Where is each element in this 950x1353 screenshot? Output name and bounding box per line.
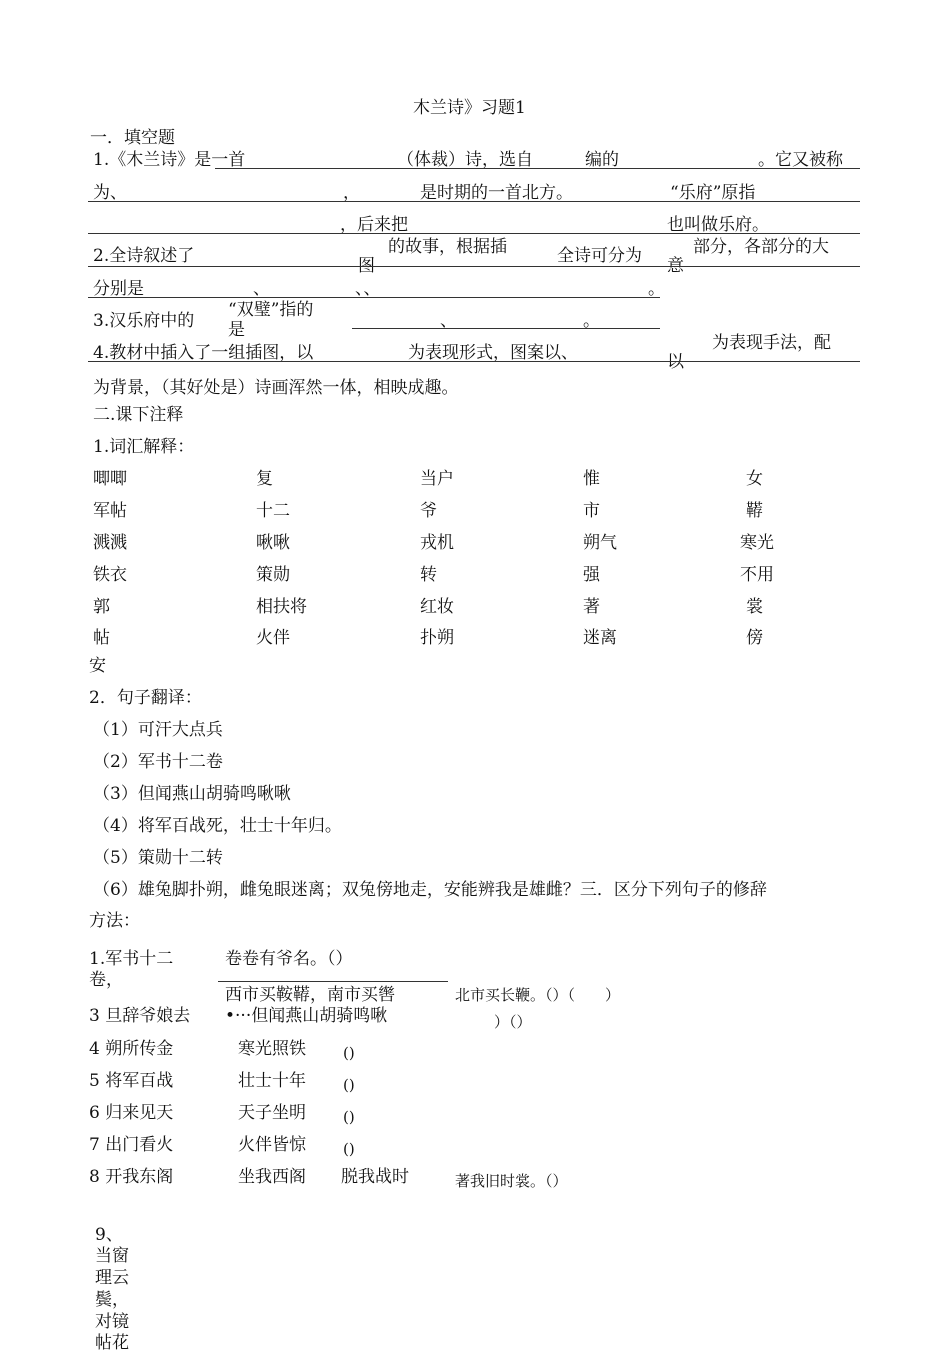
- q4-text-c: 以: [667, 352, 684, 372]
- q2-text-c: 图: [358, 256, 375, 276]
- sentence-item: （5）策勋十二转: [93, 848, 223, 868]
- q1-answer-line-2: [88, 201, 860, 202]
- rhetoric-6b: 天子坐明: [238, 1103, 306, 1123]
- vocab-item: 裳: [746, 597, 763, 617]
- vocab-item: 惟: [583, 469, 600, 489]
- q2-text-b: 的故事，根据插: [388, 237, 507, 257]
- rhetoric-4b: 寒光照铁: [238, 1039, 306, 1059]
- q4-text-e: 为背景，（其好处是）诗画浑然一体，相映成趣。: [93, 378, 459, 398]
- translation-tail: 方法：: [89, 911, 140, 931]
- q2-text-j: 。: [648, 279, 665, 299]
- q2-answer-line-2: [88, 297, 660, 298]
- q2-text-e: 部分，各部分的大: [693, 237, 829, 257]
- rhetoric-9-line: 帖花: [95, 1333, 129, 1353]
- rhetoric-8c: 脱我战时: [341, 1167, 409, 1187]
- vocab-item: 当户: [420, 469, 454, 489]
- q2-text-h: 、: [253, 279, 270, 299]
- vocab-item: 朔气: [583, 533, 617, 553]
- vocab-item: 策勋: [256, 565, 290, 585]
- sentence-item: （3）但闻燕山胡骑鸣啾啾: [93, 784, 291, 804]
- q2-text-a: 2.全诗叙述了: [93, 246, 195, 266]
- q3-text-a: 3.汉乐府中的: [93, 311, 195, 331]
- q1-text-a: 1.《木兰诗》是一首: [93, 150, 246, 170]
- q2-answer-line-1: [88, 266, 860, 267]
- section-2-heading: 二.课下注释: [93, 405, 184, 425]
- q1-text-h: “乐府”原指: [670, 183, 756, 203]
- vocab-item: 相扶将: [256, 597, 307, 617]
- rhetoric-8b: 坐我西阁: [238, 1167, 306, 1187]
- rhetoric-1b: 卷，: [89, 970, 123, 990]
- q1-text-f: ，: [343, 183, 360, 203]
- rhetoric-3b: •···但闻燕山胡骑鸣啾: [225, 1006, 388, 1026]
- q4-answer-line: [88, 361, 860, 362]
- rhetoric-7b: 火伴皆惊: [238, 1135, 306, 1155]
- rhetoric-9-line: 当窗: [95, 1246, 129, 1266]
- vocab-item: 唧唧: [93, 469, 127, 489]
- q2-text-d: 全诗可分为: [557, 246, 642, 266]
- vocab-tail: 安: [89, 656, 106, 676]
- rhetoric-2b: 北市买长鞭。（）（ ）: [455, 986, 621, 1004]
- rhetoric-5-paren: (): [343, 1076, 355, 1094]
- q1-text-e: 为、: [93, 183, 127, 203]
- rhetoric-1c: 卷卷有爷名。（）: [225, 949, 353, 969]
- rhetoric-6-paren: (): [343, 1108, 355, 1126]
- rhetoric-4-paren: (): [343, 1044, 355, 1062]
- rhetoric-9-line: 9、: [95, 1225, 123, 1245]
- vocab-item: 军帖: [93, 501, 127, 521]
- q3-text-d: 、: [440, 311, 457, 331]
- q3-answer-line: [352, 328, 660, 329]
- q4-text-b: 为表现形式，图案以、: [408, 343, 578, 363]
- sentence-item: （2）军书十二卷: [93, 752, 223, 772]
- vocab-item: 戎机: [420, 533, 454, 553]
- rhetoric-7-paren: (): [343, 1140, 355, 1158]
- q1-text-i: ，后来把: [340, 215, 408, 235]
- rhetoric-line: [218, 981, 448, 982]
- rhetoric-1a: 1.军书十二: [89, 949, 174, 969]
- rhetoric-8d: 著我旧时裳。（）: [455, 1172, 568, 1190]
- q2-text-f: 意: [667, 256, 684, 276]
- q1-text-j: 也叫做乐府。: [667, 215, 769, 235]
- vocab-item: 不用: [740, 565, 774, 585]
- rhetoric-9-line: 鬓，: [95, 1290, 129, 1310]
- q1-answer-line-3: [88, 233, 860, 234]
- vocab-item: 红妆: [420, 597, 454, 617]
- translation-heading: 2．句子翻译：: [89, 688, 202, 708]
- q2-text-g: 分别是: [93, 279, 144, 299]
- rhetoric-5a: 5 将军百战: [89, 1071, 174, 1091]
- vocab-heading: 1.词汇解释：: [93, 437, 195, 457]
- vocab-item: 帖: [93, 628, 110, 648]
- q3-text-e: 。: [583, 311, 600, 331]
- vocab-item: 十二: [256, 501, 290, 521]
- vocab-item: 寒光: [740, 533, 774, 553]
- q3-text-c: 是: [228, 320, 245, 340]
- vocab-item: 郭: [93, 597, 110, 617]
- vocab-item: 爷: [420, 501, 437, 521]
- rhetoric-4a: 4 朔所传金: [89, 1039, 174, 1059]
- sentence-item: （1）可汗大点兵: [93, 720, 223, 740]
- vocab-item: 火伴: [256, 628, 290, 648]
- vocab-item: 啾啾: [256, 533, 290, 553]
- sentence-item: （6）雄兔脚扑朔，雌兔眼迷离；双兔傍地走，安能辨我是雄雌？三．区分下列句子的修辞: [93, 880, 767, 900]
- vocab-item: 强: [583, 565, 600, 585]
- rhetoric-3c: ）（）: [494, 1013, 532, 1031]
- vocab-item: 转: [420, 565, 437, 585]
- q1-text-d: 。它又被称: [758, 150, 843, 170]
- vocab-item: 傍: [746, 628, 763, 648]
- rhetoric-7a: 7 出门看火: [89, 1135, 174, 1155]
- rhetoric-3a: 3 旦辞爷娘去: [89, 1006, 191, 1026]
- vocab-item: 铁衣: [93, 565, 127, 585]
- rhetoric-9-line: 理云: [95, 1268, 129, 1288]
- rhetoric-9-line: 对镜: [95, 1312, 129, 1332]
- vocab-item: 女: [746, 469, 763, 489]
- q1-text-g: 是时期的一首北方。: [420, 183, 573, 203]
- sentence-item: （4）将军百战死，壮士十年归。: [93, 816, 342, 836]
- vocab-item: 复: [256, 469, 273, 489]
- q1-answer-line-1: [215, 168, 860, 169]
- page-title: 木兰诗》习题1: [413, 98, 526, 118]
- vocab-item: 鞯: [746, 501, 763, 521]
- q4-text-d: 为表现手法，配: [712, 333, 831, 353]
- rhetoric-5b: 壮士十年: [238, 1071, 306, 1091]
- q1-text-b: （体裁）诗，选自: [397, 150, 533, 170]
- vocab-item: 扑朔: [420, 628, 454, 648]
- q2-text-i: 、、: [355, 279, 381, 299]
- q1-text-c: 编的: [585, 150, 619, 170]
- q3-text-b: “双璧”指的: [228, 300, 314, 320]
- rhetoric-6a: 6 归来见天: [89, 1103, 174, 1123]
- rhetoric-8a: 8 开我东阁: [89, 1167, 174, 1187]
- vocab-item: 市: [583, 501, 600, 521]
- section-1-heading: 一．填空题: [90, 128, 175, 148]
- vocab-item: 溅溅: [93, 533, 127, 553]
- rhetoric-2a: 西市买鞍鞯，南市买辔: [225, 985, 395, 1005]
- vocab-item: 迷离: [583, 628, 617, 648]
- vocab-item: 著: [583, 597, 600, 617]
- q4-text-a: 4.教材中插入了一组插图，以: [93, 343, 314, 363]
